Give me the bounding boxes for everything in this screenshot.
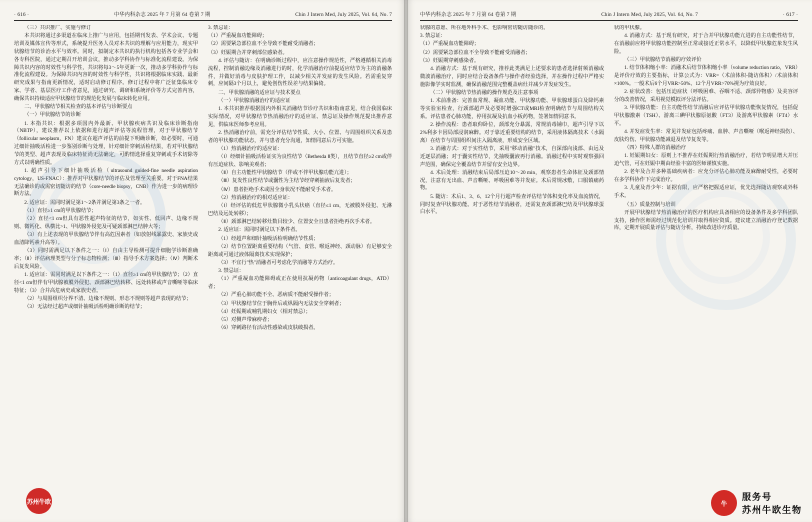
brand-text — [742, 490, 802, 516]
paragraph: 本共识将通过多渠道在临床上推广与应用，包括期刊发表、学术会议、专题培训及媒体宣传等形式，系统提升医务人员对本共识的理解与应用能力，现实甲状腺结节的诊治水平与效率。同时，拟制定本共识的执行机构包括各专业学会和各专科医院，通过定期召开培训会议，推动多学科协作与标准化流程建设。为保障共识内容的时效性与科学性，共识将每3～5年更新一次，推动多学科协作与标准化流程建设。为保障共识内容的时效性与科学性，共识将根据临床实践、最新研究成果与指南更新情况，适时启动修订程序。修订过程中将广泛征集临床专家、学者、基层医疗工作者意见，通过研究、调研和系统评价等方式完善内容，确保共识持续适应甲状腺结节的规范化发展与临床转化应用。 — [14, 33, 198, 102]
paragraph: （Ⅲ）复发性良性结节或囊性为主结节经穿刺抽液后复发者； — [218, 178, 356, 185]
brand-line-1: 服务号 — [741, 492, 772, 502]
right-folio: · 617 · — [782, 11, 798, 18]
brand-logo-icon: 牛 — [711, 490, 737, 516]
left-columns — [14, 25, 392, 513]
paragraph: （1）严重凝血功能障碍； — [208, 33, 268, 40]
paragraph: （Ⅳ）患者拒绝手术或因全身状况不能耐受手术者。 — [218, 186, 337, 193]
paragraph: 1. 妊娠期妇女：原则上不推荐在妊娠期行热消融治疗，若结节明显增大并压迫气管，可在妊娠中期由经验丰富的医师谨慎实施。 — [614, 153, 798, 168]
paragraph: 2. 老年及合并多种基础疾病者：应充分评估心肺功能及麻醉耐受性，必要时在多学科协作下完成治疗。 — [614, 169, 798, 184]
paragraph: 3. 儿童及青少年：证据有限，应严格把握适应证，优先选择随访观察或外科手术。 — [614, 185, 798, 200]
paragraph: 4. 评估与随访：在明确诊断过程中，应注意操作规范性，严格遵循相关消毒流程，控制消融边缘及消融进行的时，化学消融治疗前提适应结节为主的消融条件，并做好消毒与皮肤护理工作，以减少相关并发症的发生风险。若需重复穿刺，应间隔3个月以上，避免创伤性误差与结果偏倚。 — [208, 57, 392, 88]
paragraph: （2）结节位置距离重要结构（气管、食管、喉返神经、颈动脉）有足够安全距离或可通过液体隔离技术实现保护； — [208, 243, 392, 258]
paragraph: （2）需要紧急部位血不全导致不能耐受消融者； — [208, 41, 319, 48]
paragraph: （3）妊娠期合并穿刺部位感染者。 — [208, 49, 288, 56]
paragraph: （2）严重心肺功能不全、恶病质不能耐受操作者； — [218, 292, 334, 299]
paragraph: 3. 禁忌证： — [420, 33, 446, 40]
paragraph: （3）不宜行"热"消融者可考虑化学消融等方式治疗。 — [218, 259, 339, 266]
paragraph: 4. 消融方式：基于现有研究，对于合并甲状腺功能亢进的自主功能性结节，在消融前应将甲状腺功能控制至正常或接近正常水平，以降低甲状腺危象发生风险。 — [614, 33, 798, 55]
right-running-head-en: Chin J Intern Med, July 2025, Vol. 64, No. 7 — [601, 11, 698, 18]
left-header-rule — [14, 20, 392, 21]
paragraph: （2）与周围组织分界不清、边缘不规则、形态不规则等超声表现的结节； — [24, 295, 192, 302]
paragraph: 3. 禁忌证： — [208, 25, 234, 31]
paragraph: （一）甲状腺消融治疗的适应证 — [218, 97, 291, 104]
paragraph: （三）甲状腺结节消融的疗效评价 — [624, 57, 702, 64]
paragraph: 3. 消融方式：对于实性结节，采用"移动消融"技术，自深部向浅部、由远及近逐层消融；对于囊实性结节，先抽吸囊液再行消融。消融过程中实时观察强回声范围，确保完全覆盖结节并留有安全边界。 — [420, 145, 604, 168]
left-column-1 — [14, 25, 198, 513]
paragraph: 开展甲状腺结节热消融治疗的医疗机构应具备相应的设备条件及多学科团队支持，操作医师需经过规范化培训并取得相应资质。建议建立消融治疗登记数据库，定期开展质量评估与随访分析，持续改进诊疗质量。 — [614, 209, 798, 232]
left-running-head-en: Chin J Intern Med, July 2025, Vol. 64, No. 7 — [295, 11, 392, 18]
right-columns — [420, 25, 798, 513]
left-running-head-cn: 中华内科杂志 2025 年 7 月第 64 卷第 7 期 — [114, 12, 211, 18]
paragraph: 1. 本指共识：根据多项国内外最新、甲状腺疾病共识及临床诊断指南（NBTP），建议推荐以上依据和进行超声评估等流程管理，对于甲状腺结节（follicular neoplasm，FN）建议在超声评估的前提下明确诊断，如必要时，可通过细针抽吸活检进一步鉴别诊断与处理，针对细针穿刺活检结果，若对甲状腺结节的类型、超声表现及临床特征尚无法确定，可酌情选择重复穿刺或手术切除等方式以明确性质。 — [14, 120, 198, 166]
right-page — [406, 0, 812, 522]
paragraph: （1）直径≥1 cm的甲状腺结节； — [24, 207, 97, 214]
paragraph: 4. 并发症发生率：常见并发症包括疼痛、血肿、声音嘶哑（喉返神经损伤）、皮肤灼伤、甲状腺功能减退及结节复发等。 — [614, 129, 798, 143]
page-gutter-shadow — [404, 0, 408, 522]
brand-line-2: 苏州牛欧生物 — [741, 505, 802, 515]
right-column-1 — [420, 25, 604, 513]
paragraph: （1）严重凝血功能障碍或正在使用抗凝药物（anticoagulant drugs，ATD）者； — [208, 276, 392, 291]
paragraph: （5）对侧声带麻痹者； — [218, 316, 273, 323]
paragraph: （2）需要紧急部位血不全导致不能耐受消融者； — [420, 49, 531, 56]
paragraph: 2. 操作流程：患者取仰卧位，颈部充分暴露，常规消毒铺巾，超声引导下以2%利多卡因局部浸润麻醉。对于靠近重要结构的结节，采用液体隔离技术（水隔离）在结节与周围组织间注入隔离液，形成安全区域。 — [420, 122, 604, 144]
paragraph: 2. 适应证：需同时满足第1～2条并满足第3条之一者。 — [24, 199, 146, 206]
paragraph: 1. 超声引导下细针抽吸活检（ultrasound guided-fine needle aspiration cytology，US-FNAC）：推荐对甲状腺结节的评估及管理至关重要。对于FNA结果无法确诊的或需密切随访的结节（core-needle biopsy，CNB）作为进一步的病理诊断方法。 — [14, 167, 198, 198]
paragraph: 2. 热消融治疗前，需充分评估结节性质、大小、位置、与周围组织关系及患者的甲状腺功能状态，并与患者充分沟通，知情同意后方可实施。 — [208, 129, 392, 144]
paragraph: （Ⅰ）经评估的低危甲状腺微小乳头状癌（直径≤1 cm，无被膜外侵犯、无淋巴结及远处转移）； — [208, 203, 392, 217]
right-column-2 — [614, 25, 798, 513]
paragraph: （4）妊娠期或哺乳期妇女（相对禁忌）； — [218, 308, 311, 315]
paragraph: 状腺的意愿、所在地外科手术、也影响密切随访随诊的。 — [420, 25, 549, 31]
paragraph: 3. 甲状腺功能：自主功能性结节消融后应评估甲状腺功能恢复情况，包括促甲状腺激素（TSH）、游离三碘甲状腺原氨酸（FT3）及游离甲状腺素（FT4）水平。 — [614, 105, 798, 127]
paragraph: 3. 禁忌证： — [218, 268, 244, 275]
left-running-head — [14, 10, 392, 19]
paragraph: （2）直径<1 cm但具有恶性超声特征的结节，如实性、低回声、边缘不规则、微钙化、纵横比>1、甲状腺外侵犯及可疑颈部淋巴结肿大等； — [14, 216, 198, 230]
paragraph: 4. 消融方式：基于现有研究，推荐此类满足上述要求的患者选择射频消融或微波消融治疗，同时应结合设备条件与操作者经验选择，并在操作过程中严格实施影像学实时监测，确保消融范围完整覆盖病灶并减少并发症发生。 — [420, 66, 604, 88]
right-header-rule — [420, 20, 798, 21]
paragraph: （1）经超声和细针抽吸活检明确结节性质； — [218, 235, 319, 242]
paragraph: （6）穿刺路径有活动性感染或皮肤破损者。 — [218, 325, 319, 332]
paragraph: 二、甲状腺结节相关检查的基本评估与诊断要点 — [24, 104, 133, 111]
paragraph: （3）甲状腺结节位于胸骨后或纵隔内无法安全穿刺者； — [218, 300, 345, 307]
paragraph: （1）热消融治疗的适应证： — [218, 145, 283, 152]
paragraph: （3）妊娠期穿刺感染者。 — [420, 57, 480, 64]
paragraph: （3）无法经过超声或细针抽吸活检明确诊断的结节； — [24, 304, 146, 311]
paragraph: （Ⅱ）颈部淋巴结转移灶数目较少、位置安全且患者拒绝再次手术者。 — [218, 219, 376, 226]
right-running-head — [420, 10, 798, 19]
paragraph: （三）共识推广、实施与修订 — [24, 25, 92, 31]
paragraph: （2）热消融治疗的相对适应证： — [218, 194, 293, 201]
left-folio: · 616 · — [14, 11, 30, 18]
left-column-2 — [208, 25, 392, 513]
publisher-logo-left: 苏州牛欧 — [26, 488, 52, 514]
wechat-service-account-badge — [711, 490, 802, 516]
paragraph: （一）甲状腺结节的诊断 — [24, 112, 81, 119]
paragraph: （Ⅱ）自主功能性甲状腺结节（伴或不伴甲状腺功能亢进）； — [218, 170, 352, 177]
paragraph: 状的甲状腺。 — [614, 25, 645, 31]
right-running-head-cn: 中华内科杂志 2025 年 7 月第 64 卷第 7 期 — [420, 12, 517, 18]
paragraph: 2. 症状改善：包括压迫症状（呼吸困难、吞咽不适、颈部异物感）及美容评分的改善情况，采用视觉模拟评分法评估。 — [614, 89, 798, 104]
paragraph: （1）严重凝血功能障碍； — [420, 41, 480, 48]
paragraph: 5. 随访：术后1、3、6、12个月行超声检查评估结节体积变化率及血流情况，同时复查甲状腺功能。对于恶性结节消融者，还需复查颈部淋巴结及甲状腺球蛋白水平。 — [420, 193, 604, 216]
paragraph: （3）同时需满足以下条件之一：（Ⅰ）自由主导检测可提升细胞学诊断准确率；（Ⅱ）评估病理类型与分子标志物检测；（Ⅲ）指导手术方案选择；（Ⅳ）判断术后复发风险。 — [14, 248, 198, 270]
paragraph: 1. 适应证：需同时满足以下条件之一：（1）直径≥1 cm的甲状腺结节；（2）直径<1 cm但伴有甲状腺被膜外侵犯、颈部淋巴结转移、远处转移或声音嘶哑等临床特征；（3）合并高危病史或家族史者。 — [14, 271, 198, 294]
paragraph: 4. 术后处理：消融结束后局部压迫10～20 min，观察患者生命体征及颈部情况，注意有无出血、声音嘶哑、呼吸困难等并发症。术后常规冰敷，口服镇痛药物。 — [420, 169, 604, 192]
paragraph: 1. 结节体积缩小率：消融术后结节体积缩小率（volume reduction ratio，VRR）是评价疗效的主要指标，计算公式为：VRR=（术前体积-随访体积）/术前体积×100%。一般术后6个月VRR>50%、12个月VRR>70%视为疗效良好。 — [614, 65, 798, 87]
paragraph: （Ⅰ）经细针抽吸活检证实为良性结节（Bethesda Ⅱ类），且结节直径≥2 cm或伴有压迫症状、影响美观者； — [208, 154, 392, 168]
paragraph: 1. 术前准备：完善血常规、凝血功能、甲状腺功能、甲状腺球蛋白及降钙素等实验室检查，行颈部超声及必要时增强CT或MRI检查明确结节与周围结构关系。评估患者心肺功能，停用抗凝及抗血小板药物，签署知情同意书。 — [420, 98, 604, 120]
paragraph: （3）有上述表现的甲状腺结节伴有高危因素者（如放射线暴露史、家族史或血清降钙素升高等）。 — [14, 232, 198, 246]
paragraph: 2. 适应证：需同时满足以下条件者。 — [218, 227, 301, 234]
paragraph: （二）甲状腺结节热消融的操作规范及注意事项 — [430, 89, 539, 96]
paragraph: （五）质量控制与培训 — [624, 201, 676, 208]
paragraph: 二、甲状腺消融的适应证与技术要点 — [218, 89, 301, 96]
paragraph: 1. 本共识推荐根据国内外相关消融结节诊疗共识和指南意见，结合我国临床实际情况，对甲状腺结节热消融治疗的适应证、禁忌证及操作规范提出推荐意见，供临床医师参考应用。 — [208, 106, 392, 128]
paragraph: （四）特殊人群的消融治疗 — [624, 145, 686, 152]
